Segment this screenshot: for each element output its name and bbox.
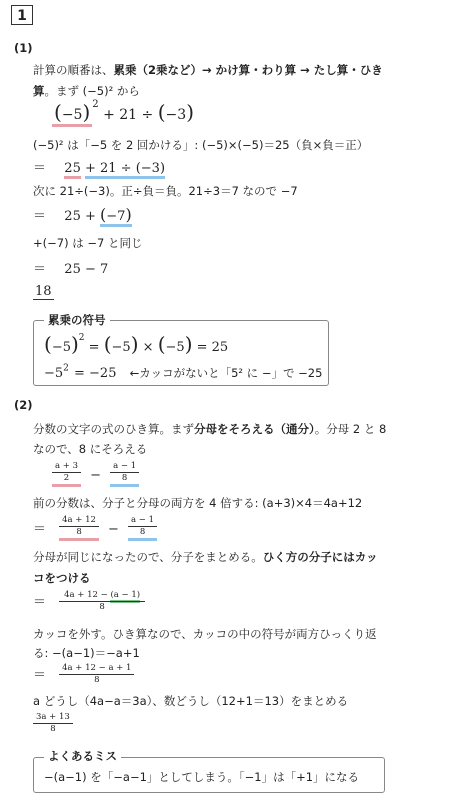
intro-text-tail: 。分母 2 と 8 xyxy=(314,422,387,436)
box-line1-factor1: −5 xyxy=(111,340,131,355)
step4-expr: 25 − 7 xyxy=(64,262,109,277)
common-mistake-text: −(a−1) を「−a−1」としてしまう。「−1」は「+1」になる xyxy=(44,770,360,784)
fraction-5-den: 8 xyxy=(59,601,145,613)
intro-order-bold-tail: 算 xyxy=(33,84,45,98)
paren-left: ( xyxy=(44,332,52,356)
paren-right-3: ) xyxy=(184,332,193,356)
equals-sign: ＝ xyxy=(33,262,47,277)
expr1-exp: 2 xyxy=(92,99,99,111)
minus-sign: − xyxy=(108,521,119,537)
part2-note2-line2: コをつける xyxy=(33,571,91,585)
part1-note3: +(−7) は −7 と同じ xyxy=(33,236,143,250)
box-line1-factor2: −5 xyxy=(165,340,185,355)
paren-left: ( xyxy=(54,100,62,124)
box-line2-note: ←カッコがないと「5² に −」で −25 xyxy=(129,366,323,380)
sign-rule-box-title: 累乗の符号 xyxy=(44,312,110,328)
expr1-base: −5 xyxy=(61,107,83,123)
box-line1-times: × xyxy=(142,340,154,355)
answer-den: 8 xyxy=(33,723,73,735)
paren-right: ) xyxy=(70,332,79,356)
expr-fractions-1 xyxy=(52,461,139,487)
paren-right-2: ) xyxy=(130,332,139,356)
part2-intro-line1 xyxy=(33,421,386,437)
part2-intro-line2: なので、8 にそろえる xyxy=(33,442,148,456)
part2-note2-line1 xyxy=(33,549,378,565)
part2-note3-line1: カッコを外す。ひき算なので、カッコの中の符号が両方ひっくり返 xyxy=(33,627,377,641)
fraction-5 xyxy=(59,590,145,613)
intro-text: 計算の順番は、 xyxy=(33,63,114,77)
answer-num: 3a + 13 xyxy=(36,712,70,722)
part1-note2: 次に 21÷(−3)。正÷負＝負。21÷3＝7 なので −7 xyxy=(33,184,298,198)
fraction-6 xyxy=(59,663,134,686)
part1-label: (1) xyxy=(14,41,33,55)
part1-answer: 18 xyxy=(35,284,52,299)
problem-number: 1 xyxy=(11,5,33,25)
fraction-6-num: 4a + 12 − a + 1 xyxy=(62,663,132,673)
equals-sign: ＝ xyxy=(33,668,47,683)
part2-answer xyxy=(33,712,73,735)
part1-intro-line2 xyxy=(33,83,140,99)
fraction-2-num: a − 1 xyxy=(113,461,137,471)
fraction-4 xyxy=(128,515,157,541)
equals-sign: ＝ xyxy=(33,595,47,610)
fraction-5-num-a: 4a + 12 − xyxy=(64,590,108,600)
paren-right: ) xyxy=(82,100,91,124)
box-line1-exp: 2 xyxy=(78,332,85,343)
expr1-div: −3 xyxy=(165,107,187,123)
intro-text-tail: 。まず (−5)² から xyxy=(44,84,140,98)
equals-sign: ＝ xyxy=(33,161,47,176)
answer-fraction xyxy=(33,712,73,735)
box-line2-exp: 2 xyxy=(63,363,69,374)
box-line1-eq: = xyxy=(88,340,100,355)
fraction-5-num xyxy=(61,590,143,601)
part2-note3-line2: る: −(a−1)＝−a+1 xyxy=(33,646,140,660)
box-line2-result: = −25 xyxy=(74,366,117,381)
part1-note1: (−5)² は「−5 を 2 回かける」: (−5)×(−5)＝25（負×負＝正） xyxy=(33,138,369,152)
box-line1-base: −5 xyxy=(51,340,71,355)
paren-left: ( xyxy=(100,205,107,224)
fraction-3 xyxy=(59,515,99,541)
intro-text: 分数の文字の式のひき算。まず xyxy=(33,422,194,436)
common-mistake-box-title: よくあるミス xyxy=(44,748,121,764)
expr1-rest: + 21 ÷ xyxy=(103,107,154,123)
paren-left-3: ( xyxy=(157,332,166,356)
equals-sign: ＝ xyxy=(33,521,47,537)
fraction-5-num-b: (a − 1) xyxy=(110,590,140,603)
box-line2-base: −5 xyxy=(44,366,64,381)
intro-bold: 分母をそろえる（通分） xyxy=(194,422,315,436)
expr-fraction-6 xyxy=(33,663,134,686)
step2-term-b: + 21 ÷ (−3) xyxy=(85,161,165,179)
paren-left-2: ( xyxy=(103,332,112,356)
step2 xyxy=(33,157,165,176)
part2-label: (2) xyxy=(14,398,33,412)
note2-bold: ひく方の分子にはカッ xyxy=(262,550,378,564)
part1-intro-line1 xyxy=(33,62,383,78)
sign-rule-line2 xyxy=(44,362,322,381)
fraction-4-den: 8 xyxy=(128,526,157,538)
step2-term-a: 25 xyxy=(64,161,81,179)
step3 xyxy=(33,205,132,227)
fraction-6-den: 8 xyxy=(59,674,134,686)
paren-right-2: ) xyxy=(186,100,194,124)
paren-right: ) xyxy=(125,205,132,224)
part2-note1: 前の分数は、分子と分母の両方を 4 倍する: (a+3)×4＝4a+12 xyxy=(33,496,363,510)
fraction-1 xyxy=(52,461,81,487)
note2-text: 分母が同じになったので、分子をまとめる。 xyxy=(33,550,263,564)
box-line1-result: = 25 xyxy=(196,340,229,355)
sign-rule-line1 xyxy=(44,332,228,356)
part2-note4: a どうし（4a−a＝3a）、数どうし（12+1＝13）をまとめる xyxy=(33,694,349,708)
step3-term-b: −7 xyxy=(106,209,126,224)
minus-sign: − xyxy=(90,467,102,483)
fraction-2 xyxy=(110,461,139,487)
fraction-3-num: 4a + 12 xyxy=(62,515,96,525)
fraction-1-den: 2 xyxy=(52,472,81,484)
expr-fraction-5 xyxy=(33,590,145,613)
step3-term-a: 25 + xyxy=(64,209,96,224)
fraction-1-num: a + 3 xyxy=(55,461,79,471)
step4 xyxy=(33,258,108,277)
fraction-3-den: 8 xyxy=(59,526,99,538)
fraction-2-den: 8 xyxy=(110,472,139,484)
expr-fractions-2 xyxy=(33,515,157,541)
fraction-4-num: a − 1 xyxy=(131,515,155,525)
intro-order-bold: 累乗（2乗など）→ かけ算・わり算 → たし算・ひき xyxy=(113,63,383,77)
expr1 xyxy=(52,100,194,127)
paren-left-2: ( xyxy=(157,100,166,124)
equals-sign: ＝ xyxy=(33,209,47,224)
